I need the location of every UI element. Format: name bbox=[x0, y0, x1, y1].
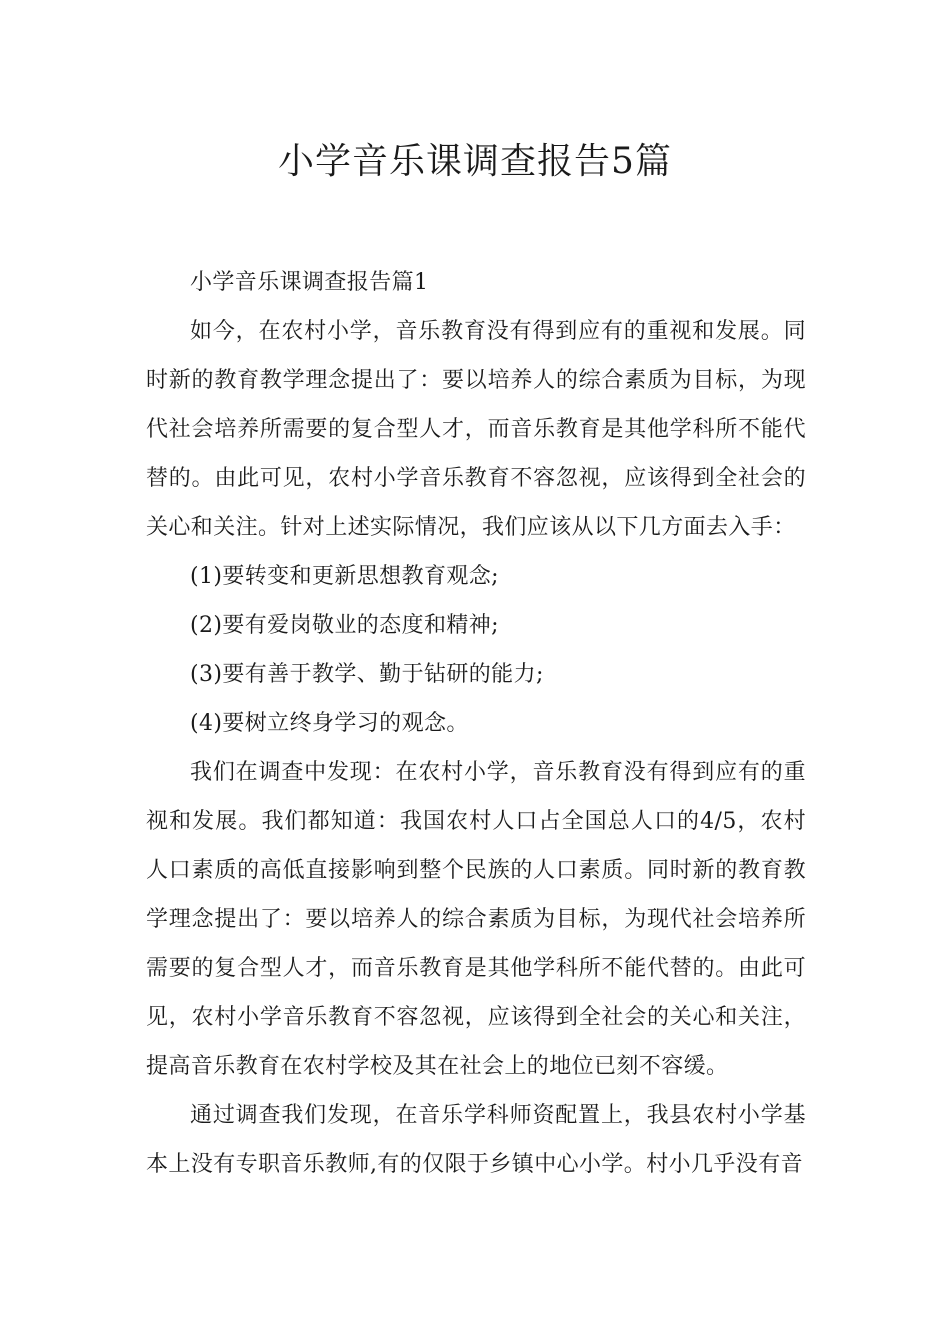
section-heading: 小学音乐课调查报告篇1 bbox=[190, 270, 429, 295]
list-item-4: (4)要树立终身学习的观念。 bbox=[190, 711, 469, 736]
paragraph-intro: 如今，在农村小学，音乐教育没有得到应有的重视和发展。同时新的教育教学理念提出了：要以培养人的综合素质为目标，为现代社会培养所需要的复合型人才，而音乐教育是其他学科所不能代替的。由此可见，农村小学音乐教育不容忽视，应该得到全社会的关心和关注。针对上述实际情况，我们应该从以下几方面去入手： bbox=[146, 319, 806, 540]
list-item-3: (3)要有善于教学、勤于钻研的能力; bbox=[190, 662, 544, 687]
paragraph-staffing: 通过调查我们发现，在音乐学科师资配置上，我县农村小学基本上没有专职音乐教师,有的仅限于乡镇中心小学。村小几乎没有音 bbox=[146, 1103, 806, 1177]
paragraph-findings: 我们在调查中发现：在农村小学，音乐教育没有得到应有的重视和发展。我们都知道：我国农村人口占全国总人口的4/5，农村人口素质的高低直接影响到整个民族的人口素质。同时新的教育教学理念提出了：要以培养人的综合素质为目标，为现代社会培养所需要的复合型人才，而音乐教育是其他学科所不能代替的。由此可见，农村小学音乐教育不容忽视，应该得到全社会的关心和关注，提高音乐教育在农村学校及其在社会上的地位已刻不容缓。 bbox=[146, 760, 806, 1079]
document-title: 小学音乐课调查报告5篇 bbox=[278, 141, 672, 182]
list-item-1: (1)要转变和更新思想教育观念; bbox=[190, 564, 499, 589]
document-body bbox=[146, 258, 806, 1189]
list-item-2: (2)要有爱岗敬业的态度和精神; bbox=[190, 613, 499, 638]
